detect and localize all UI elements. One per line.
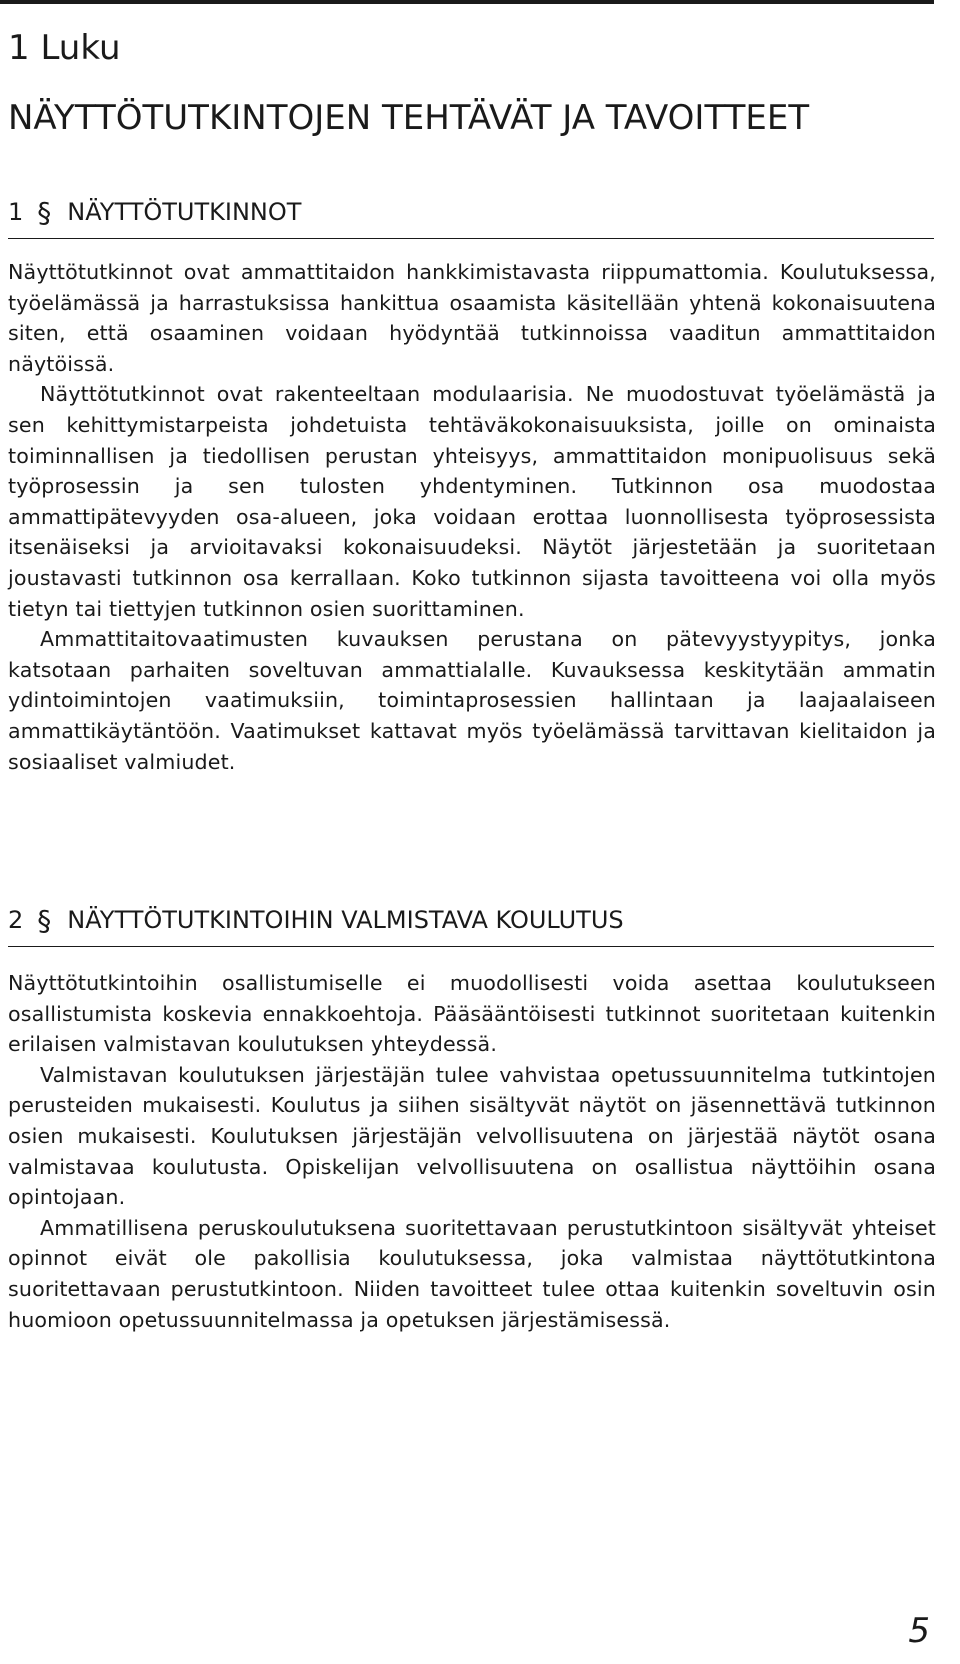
section-number: 1 [8, 198, 24, 226]
chapter-title: NÄYTTÖTUTKINTOJEN TEHTÄVÄT JA TAVOITTEET [8, 98, 810, 138]
paragraph: Näyttötutkinnot ovat rakenteeltaan modulaarisia. Ne muodostuvat työelämästä ja sen kehittymistarpeista johdetuista tehtäväkokonaisuuksista, joille on ominaista toiminnallisen ja tiedollisen perustan yhteisyys, ammattitaidon monipuolisuus sekä työprosessin ja sen tulosten yhdentyminen. Tutkinnon osa muodostaa ammattipätevyyden osa-alueen, joka voidaan erottaa luonnollisesta työprosessista itsenäiseksi ja arvioitavaksi kokonaisuudeksi. Näytöt järjestetään ja suoritetaan joustavasti tutkinnon osa kerrallaan. Koko tutkinnon sijasta tavoitteena voi olla myös tietyn tai tiettyjen tutkinnon osien suorittaminen. [8, 382, 936, 621]
section-title: NÄYTTÖTUTKINTOIHIN VALMISTAVA KOULUTUS [67, 906, 624, 934]
section-title: NÄYTTÖTUTKINNOT [67, 198, 302, 226]
paragraph: Ammattitaitovaatimusten kuvauksen perustana on pätevyystyypitys, jonka katsotaan parhaiten soveltuvan ammattialalle. Kuvauksessa keskitytään ammatin ydintoimintojen vaatimuksiin, toimintaprosessien hallintaan ja laajaalaiseen ammattikäytäntöön. Vaatimukset kattavat myös työelämässä tarvittavan kielitaidon ja sosiaaliset valmiudet. [8, 627, 936, 774]
top-rule [0, 0, 934, 4]
section-body [8, 257, 936, 777]
section-heading [8, 196, 934, 239]
section-heading [8, 904, 934, 947]
section-number: 2 [8, 906, 24, 934]
section-sign: § [37, 904, 52, 937]
paragraph: Valmistavan koulutuksen järjestäjän tulee vahvistaa opetussuunnitelma tutkintojen perusteiden mukaisesti. Koulutus ja siihen sisältyvät näytöt on jäsennettävä tutkinnon osien mukaisesti. Koulutuksen järjestäjän velvollisuutena on järjestää näytöt osana valmistavaa koulutusta. Opiskelijan velvollisuutena on osallistua näyttöihin osana opintojaan. [8, 1062, 936, 1210]
page-number: 5 [908, 1611, 930, 1651]
chapter-label: 1 Luku [8, 28, 121, 68]
paragraph: Näyttötutkintoihin osallistumiselle ei muodollisesti voida asettaa koulutukseen osallistumista koskevia ennakkoehtoja. Pääsääntöisesti tutkinnot suoritetaan kuitenkin erilaisen valmistavan koulutuksen yhteydessä. [8, 971, 936, 1057]
paragraph: Ammatillisena peruskoulutuksena suoritettavaan perustutkintoon sisältyvät yhteiset opinnot eivät ole pakollisia koulutuksessa, joka valmistaa näyttötutkintona suoritettavaan perustutkintoon. Niiden tavoitteet tulee ottaa kuitenkin soveltuvin osin huomioon opetussuunnitelmassa ja opetuksen järjestämisessä. [8, 1215, 936, 1332]
section-sign: § [37, 196, 52, 229]
paragraph: Näyttötutkinnot ovat ammattitaidon hankkimistavasta riippumattomia. Koulutuksessa, työelämässä ja harrastuksissa hankittua osaamista käsitellään yhtenä kokonaisuutena siten, että osaaminen voidaan hyödyntää tutkinnoissa vaaditun ammattitaidon näytöissä. [8, 260, 936, 376]
section-body [8, 968, 936, 1335]
